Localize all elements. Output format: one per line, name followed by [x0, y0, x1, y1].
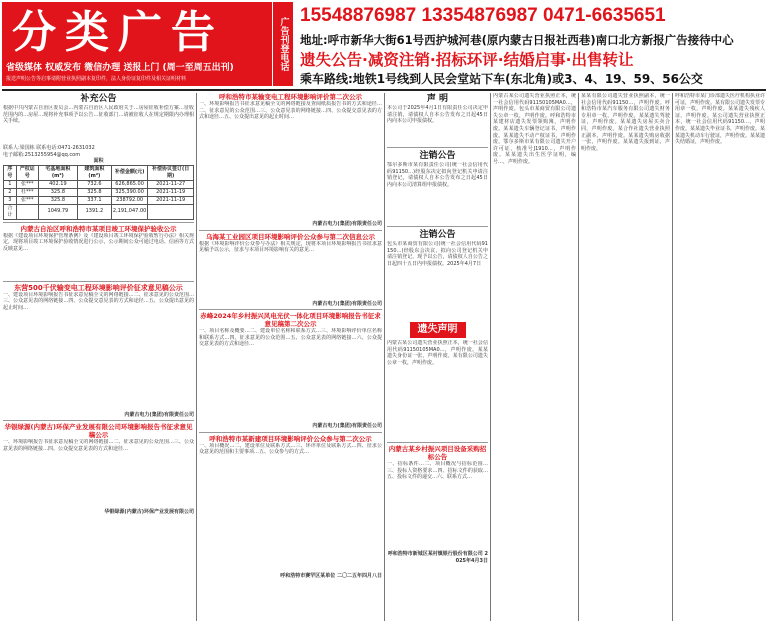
office-address: 地址:呼市新华大街61号西护城河巷(原内蒙古日报社西巷)南口北方新报广告接待中心	[300, 33, 734, 47]
header-divider	[2, 89, 766, 91]
table-cell: 626,865.00	[111, 180, 147, 188]
notice-heading: 呼和浩特市某输变电工程环境影响评价第二次公示	[219, 93, 362, 101]
page-title: 分类广告	[12, 7, 224, 58]
table-cell	[148, 204, 194, 219]
notice-body: 包头市某商贸有限公司(统一社会信用代码91150…)经股东会决议，拟向公司登记机关申请注销登记，现予以公告，请债权人自公告之日起四十五日内申报债权。2025年4月7日	[387, 241, 488, 267]
column-4	[493, 93, 576, 621]
table-cell: 2	[4, 188, 17, 196]
column-divider	[196, 93, 197, 621]
banner-note: 报送声明公告等启事请附营业执照副本复印件，法人身份证复印件及相关证明材料	[6, 76, 187, 82]
notice-heading: 注销公告	[419, 151, 456, 161]
notice-body: 鄂尔多斯市某有限责任公司(统一社会信用代码91150…)经股东决定拟向登记机关申请注销登记，请债权人自本公告发布之日起45日内向本公司清算组申报债权。	[387, 162, 488, 188]
table-cell: 732.6	[77, 180, 111, 188]
column-divider	[672, 93, 673, 621]
table-cell: 337.1	[77, 196, 111, 204]
transit-route: 乘车路线:地铁1号线到人民会堂站下车(东北角)或3、4、19、59、56公交	[300, 72, 703, 86]
banner-slogan: 省级媒体 权威发布 微信办理 送报上门 (周一至周五出刊)	[6, 63, 234, 73]
table-cell: 2021-11-19	[148, 196, 194, 204]
lost-notices-body: 某某有限公司遗失营业执照副本，统一社会信用代码91150…，声明作废。呼和浩特市某汽车服务有限公司遗失财务专用章一枚，声明作废。某某遗失驾驶证，声明作废。某某遗失房屋买卖合同，声明作废。某合作社遗失营业执照正副本，声明作废。某某遗失购房收据一张，声明作废。某某遗失报到证，声明作废。	[581, 93, 670, 152]
section-divider	[199, 309, 382, 310]
notice-body: 根据《建设项目环境保护管理条例》及《建设项目竣工环境保护验收暂行办法》相关规定，现将项目竣工环境保护验收情况进行公示，公示期间公众可通过电话、信函等方式反映意见…	[3, 232, 194, 252]
classified-ads-banner	[2, 2, 272, 86]
table-caption: 面积	[93, 158, 104, 165]
table-row	[4, 188, 194, 196]
table-total-row	[4, 204, 194, 219]
table-cell	[16, 204, 38, 219]
table-header-cell: 补偿金额(元)	[111, 165, 147, 180]
notice-heading: 内蒙古自治区呼和浩特市某项目竣工环境保护验收公示	[20, 224, 177, 233]
table-cell: 325.8	[77, 188, 111, 196]
table-cell: 402.19	[38, 180, 77, 188]
service-list: 遗失公告·减资注销·招标环评·结婚启事·出售转让	[300, 51, 634, 69]
notice-contact: 联系人:梁国栋 联系电话:0471-2631032	[3, 145, 95, 151]
notice-signature: 内蒙古电力(集团)有限责任公司	[124, 411, 194, 418]
column-1	[3, 93, 194, 621]
table-cell: 325,390.00	[111, 188, 147, 196]
compensation-table	[3, 165, 194, 220]
notice-signature: 内蒙古电力(集团)有限责任公司	[312, 221, 382, 227]
notice-signature: 内蒙古电力(集团)有限责任公司	[312, 423, 382, 430]
notice-heading: 东营500千伏输变电工程环境影响评价征求意见稿公示	[14, 283, 183, 292]
column-2	[199, 93, 382, 621]
table-cell: 合计	[4, 204, 17, 219]
table-cell: 张***	[16, 180, 38, 188]
lost-notice-tag: 遗失声明	[410, 322, 466, 338]
column-6	[675, 93, 765, 621]
column-3	[387, 93, 488, 621]
lost-notices-body: 内蒙古某公司遗失营业执照正本，统一社会信用代码91150105MA0…，声明作废。包头市某商贸有限公司遗失公章一枚，声明作废。呼和浩特市某建材店遗失发票领购簿，声明作废。某某遗失车辆登记证书，声明作废。某某遗失不动产权证书，声明作废。鄂尔多斯市某有限公司遗失开户许可证，核准号J1910…，声明作废。某某遗失出生医学证明，编号…，声明作废。	[493, 93, 576, 165]
notice-signature: 内蒙古电力(集团)有限责任公司	[312, 300, 382, 307]
section-divider	[387, 147, 488, 148]
ad-phone-label: 广告刊登电话	[273, 2, 293, 86]
notice-heading: 赤峰2024年乡村振兴风电光伏一体化项目环境影响报告书征求意见稿第二次公示	[200, 312, 381, 329]
table-cell: 1391.2	[77, 204, 111, 219]
table-cell: 杜***	[16, 188, 38, 196]
table-header-cell: 建筑面积(m²)	[77, 165, 111, 180]
notice-body: 根据《环境影响评价公众参与办法》相关规定，现将本项目环境影响报告书征求意见稿予以公示，征求与本项目环境影响有关的意见…	[199, 240, 382, 254]
notice-heading: 声 明	[426, 94, 449, 104]
notice-signature: 华银绿源(内蒙古)环保产业发展有限公司	[104, 509, 194, 516]
table-cell: 张***	[16, 196, 38, 204]
notice-heading: 呼和浩特市某新建项目环境影响评价公众参与第二次公示	[209, 434, 372, 443]
lost-notice-tag-wrap	[387, 317, 488, 338]
table-header-cell: 产权证号	[16, 165, 38, 180]
notice-body: 一、建设项目环境影响报告书征求意见稿全文的网络链接…二、征求意见的公众范围…三、公众意见表的网络链接…四、公众提交意见表的方式和途径…五、公众提出意见的起止时间…	[3, 291, 194, 311]
table-cell: 2021-11-27	[148, 180, 194, 188]
notice-heading: 华银绿源(内蒙古)环保产业发展有限公司环境影响报告书征求意见稿公示	[4, 423, 193, 440]
column-5	[581, 93, 670, 621]
table-cell: 1049.79	[38, 204, 77, 219]
notice-body: 一、项目名称及概要…二、建设单位名称和联系方式…三、环境影响评价单位名称和联系方式…四、征求意见的公众范围…五、公众意见表的网络链接…六、公众提交意见表的方式和途径…	[199, 328, 382, 348]
section-divider	[3, 222, 194, 223]
section-divider	[387, 226, 488, 227]
section-divider	[3, 281, 194, 282]
table-header-cell: 序号	[4, 165, 17, 180]
column-divider	[578, 93, 579, 621]
notice-body: 一、招标条件…二、项目概况与招标范围…三、投标人资格要求…四、招标文件的获取…五、投标文件的递交…六、联系方式…	[387, 461, 488, 481]
table-cell: 1	[4, 180, 17, 188]
notice-body: 一、项目概况…二、建设单位及联系方式…三、环评单位及联系方式…四、征求公众意见的范围和主要事项…五、公众参与的方式…	[199, 442, 382, 456]
table-row	[4, 196, 194, 204]
section-divider	[199, 432, 382, 433]
notice-heading: 注销公告	[419, 230, 456, 240]
table-cell: 2,191,047.00	[111, 204, 147, 219]
table-cell: 2021-11-19	[148, 188, 194, 196]
notice-body: 本公司于2025年4月1日有限责任公司决定申请注销，请债权人自本公告发布之日起45日内向本公司申报债权。	[387, 105, 488, 125]
section-divider	[3, 420, 194, 421]
notice-email: 电子邮箱:2513255954@qq.com	[3, 151, 81, 158]
table-cell: 238792.00	[111, 196, 147, 204]
notice-signature: 呼和浩特市新城区某村镇银行股份有限公司 2025年4月3日	[387, 551, 488, 564]
table-header-cell: 宅基地面积(m²)	[38, 165, 77, 180]
section-divider	[199, 230, 382, 231]
notice-body: 内蒙古某公司遗失营业执照正本，统一社会信用代码91150105MA0…，声明作废。某某遗失身份证一张，声明作废。某有限公司遗失公章一枚，声明作废。	[387, 340, 488, 366]
section-divider	[387, 442, 488, 443]
notice-signature: 呼和浩特市赛罕区某单位 二〇二五年四月八日	[280, 572, 382, 579]
notice-body: 根据中共内蒙古自治区委员会…内蒙古自治区人民政府关于…房屋征收补偿方案…征收范围内的…房屋…现将补充事项予以公告…征收部门…请被征收人在规定期限内办理相关手续。	[3, 105, 194, 125]
table-cell: 3	[4, 196, 17, 204]
table-cell: 325.8	[38, 188, 77, 196]
notice-body: 一、环境影响报告书征求意见稿全文的网络链接…二、征求意见的公众范围…三、公众意见表的网络链接…四、公众提交意见表的方式和途径…	[3, 439, 194, 452]
notice-heading: 内蒙古某乡村振兴项目设备采购招标公告	[388, 445, 487, 461]
lost-notices-body: 呼和浩特市某门诊部遗失医疗机构执业许可证，声明作废。某有限公司遗失发票专用章一枚，声明作废。某某遗失残疾人证，声明作废。某公司遗失营业执照正本，统一社会信用代码91150…，声明作废。某某遗失毕业证书，声明作废。某某遗失机动车行驶证，声明作废。某某遗失结婚证，声明作废。	[675, 93, 765, 146]
notice-title: 补充公告	[80, 94, 117, 104]
table-header-row	[4, 165, 194, 180]
column-divider	[490, 93, 491, 621]
table-cell: 325.8	[38, 196, 77, 204]
ad-phone-numbers: 15548876987 13354876987 0471-6635651	[300, 5, 666, 26]
notice-heading: 乌海某工业园区项目环境影响评价公众参与第二次信息公示	[206, 232, 375, 241]
notice-body: 一、环境影响报告书征求意见稿全文的网络链接及查阅纸质报告书的方式和途径…二、征求意见的公众范围…三、公众意见表的网络链接…四、公众提交意见表的方式和途径…五、公众提出意见的起止时间…	[199, 101, 382, 121]
table-header-cell: 补偿协议签订(日期)	[148, 165, 194, 180]
column-divider	[384, 93, 385, 621]
table-row	[4, 180, 194, 188]
